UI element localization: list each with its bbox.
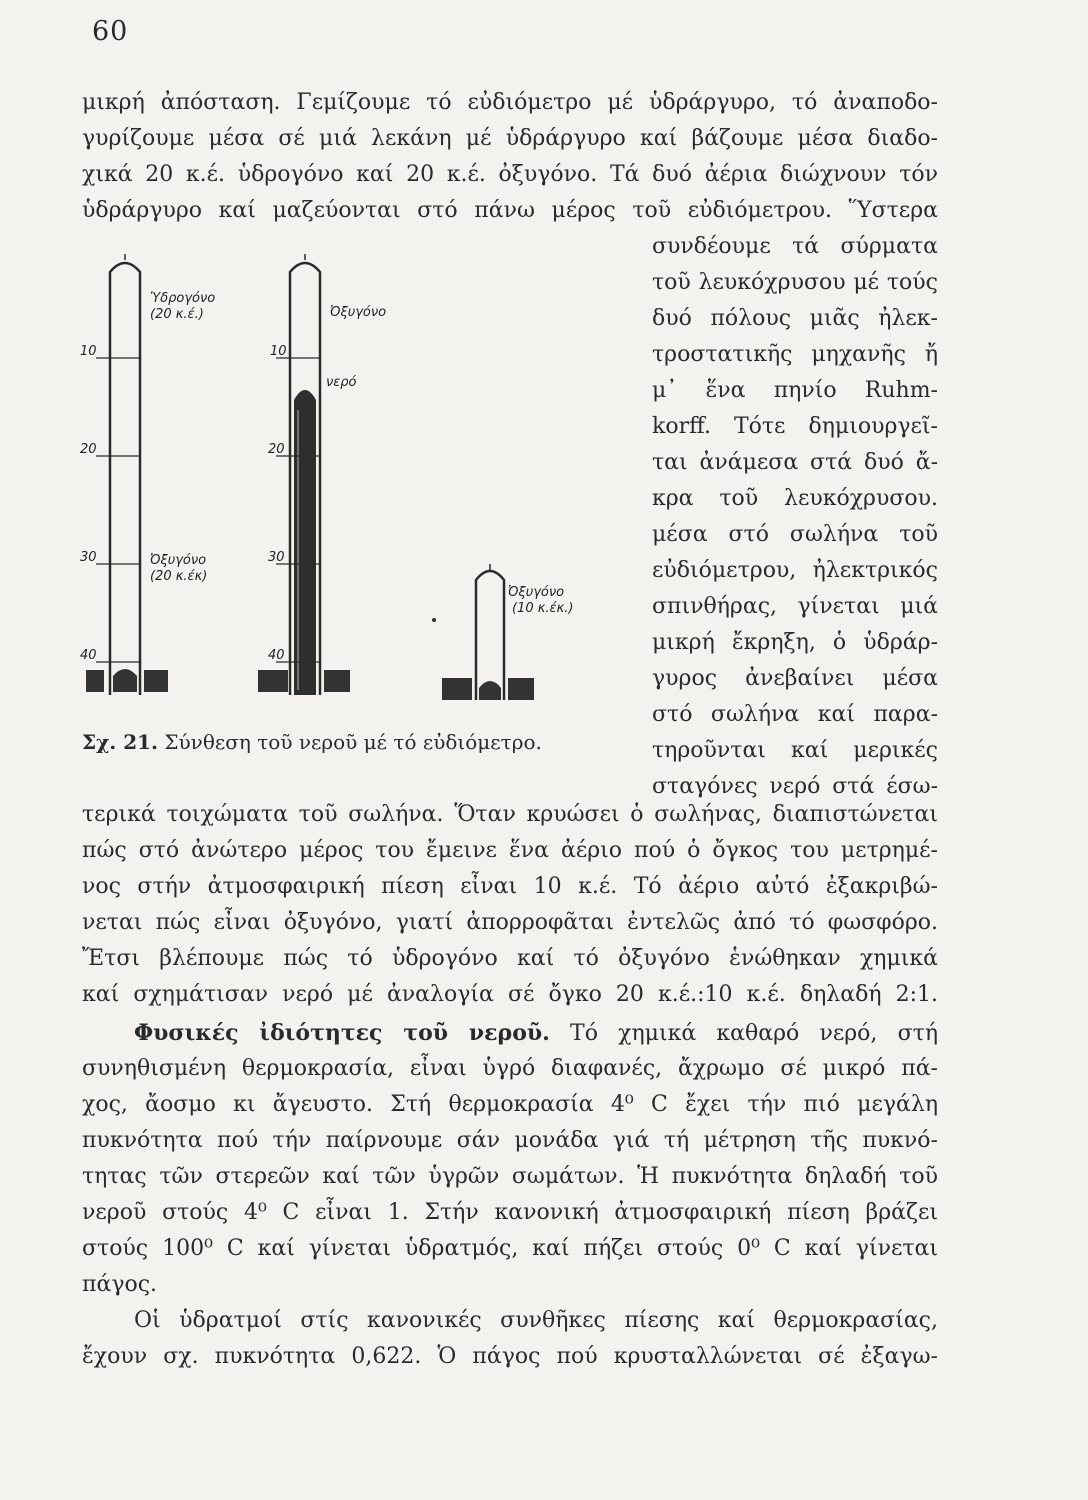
- text-line: ται ἀνάμεσα στά δυό ἄ-: [652, 450, 938, 475]
- text-line: στούς 100⁰ C καί γίνεται ὑδρατμός, καί πήζει στούς 0⁰ C καί γίνεται: [82, 1236, 938, 1261]
- text-line: ὑδράργυρο καί μαζεύονται στό πάνω μέρος τοῦ εὐδιόμετρου. Ὕστερα: [82, 198, 938, 223]
- eudiometer-tube-water: [258, 254, 386, 695]
- text-line: συνδέουμε τά σύρματα: [652, 234, 938, 259]
- text-line: Οἱ ὑδρατμοί στίς κανονικές συνθῆκες πίεσης καί θερμοκρασίας,: [134, 1308, 938, 1333]
- tick-label: 40: [268, 648, 285, 663]
- eudiometer-tube-hydrogen-oxygen: [80, 254, 215, 695]
- tick-label: 30: [80, 550, 97, 565]
- text-line: χος, ἄοσμο κι ἄγευστο. Στή θερμοκρασία 4⁰ C ἔχει τήν πιό μεγάλη: [82, 1092, 938, 1117]
- text-line: συνηθισμένη θερμοκρασία, εἶναι ὑγρό διαφανές, ἄχρωμο σέ μικρό πά-: [82, 1056, 938, 1081]
- text-line: νεται πώς εἶναι ὀξυγόνο, γιατί ἀπορροφᾶται ἐντελῶς ἀπό τό φωσφόρο.: [82, 910, 938, 935]
- text-line: στό σωλήνα καί παρα-: [652, 702, 938, 727]
- text-line: τηροῦνται καί μερικές: [652, 738, 938, 763]
- text-line: κρα τοῦ λευκόχρυσου.: [652, 486, 938, 511]
- text-line: Ἔτσι βλέπουμε πώς τό ὑδρογόνο καί τό ὀξυγόνο ἑνώθηκαν χημικά: [82, 946, 938, 971]
- text-line: σπινθήρας, γίνεται μιά: [652, 594, 938, 619]
- section-first-line: [134, 1018, 938, 1049]
- text-line: ἔχουν σχ. πυκνότητα 0,622. Ὁ πάγος πού κρυσταλλώνεται σέ ἐξαγω-: [82, 1344, 938, 1369]
- tick-label: 10: [270, 344, 287, 359]
- text-line: νεροῦ στούς 4⁰ C εἶναι 1. Στήν κανονική ἀτμοσφαιρική πίεση βράζει: [82, 1200, 938, 1225]
- text-line: korff. Τότε δημιουργεῖ-: [652, 414, 938, 439]
- text-line: μ᾽ ἕνα πηνίο Ruhm-: [652, 378, 938, 403]
- text-line: τητας τῶν στερεῶν καί τῶν ὑγρῶν σωμάτων. Ἡ πυκνότητα δηλαδή τοῦ: [82, 1164, 938, 1189]
- text-line: δυό πόλους μιᾶς ἠλεκ-: [652, 306, 938, 331]
- tick-label: 40: [80, 648, 97, 663]
- eudiometer-tube-oxygen: [432, 564, 573, 700]
- text-line: μικρή ἔκρηξη, ὁ ὑδράρ-: [652, 630, 938, 655]
- text-line: μικρή ἀπόσταση. Γεμίζουμε τό εὐδιόμετρο μέ ὑδράργυρο, τό ἀναποδο-: [82, 90, 938, 115]
- eudiometer-figure: [80, 250, 574, 710]
- tube2-mid-label: νερό: [326, 375, 357, 390]
- section-heading: Φυσικές ἰδιότητες τοῦ νεροῦ.: [134, 1020, 550, 1046]
- tube1-top-sublabel: (20 κ.έ.): [150, 307, 204, 322]
- page-number: 60: [92, 16, 129, 47]
- tick-label: 30: [268, 550, 285, 565]
- figure-caption-text: Σύνθεση τοῦ νεροῦ μέ τό εὐδιόμετρο.: [164, 730, 542, 754]
- tube1-bottom-label: Ὀξυγόνο: [150, 553, 207, 568]
- tube3-label: Ὀξυγόνο: [508, 585, 565, 600]
- text-line: τροστατικῆς μηχανῆς ἤ: [652, 342, 938, 367]
- text-line: πώς στό ἀνώτερο μέρος του ἔμεινε ἕνα ἀέριο πού ὁ ὄγκος του μετρημέ-: [82, 838, 938, 863]
- text-line: εὐδιόμετρου, ἠλεκτρικός: [652, 558, 938, 583]
- text-line: χικά 20 κ.έ. ὑδρογόνο καί 20 κ.έ. ὀξυγόνο. Τά δυό ἀέρια διώχνουν τόν: [82, 162, 938, 187]
- text-line: τερικά τοιχώματα τοῦ σωλήνα. Ὅταν κρυώσει ὁ σωλήνας, διαπιστώνεται: [82, 802, 938, 827]
- text-line: πυκνότητα πού τήν παίρνουμε σάν μονάδα γιά τή μέτρηση τῆς πυκνό-: [82, 1128, 938, 1153]
- tick-label: 20: [268, 442, 285, 457]
- tube2-top-label: Ὀξυγόνο: [330, 305, 387, 320]
- section-first-line-text: Τό χημικά καθαρό νερό, στή: [570, 1021, 938, 1046]
- text-line: μέσα στό σωλήνα τοῦ: [652, 522, 938, 547]
- text-line: τοῦ λευκόχρυσου μέ τούς: [652, 270, 938, 295]
- tick-label: 10: [80, 344, 97, 359]
- tube1-bottom-sublabel: (20 κ.έκ): [150, 569, 208, 584]
- text-line: γυρος ἀνεβαίνει μέσα: [652, 666, 938, 691]
- tube3-sublabel: (10 κ.έκ.): [512, 601, 574, 616]
- figure-number: Σχ. 21.: [82, 730, 159, 754]
- text-line: γυρίζουμε μέσα σέ μιά λεκάνη μέ ὑδράργυρο καί βάζουμε μέσα διαδο-: [82, 126, 938, 151]
- text-line: πάγος.: [82, 1272, 158, 1297]
- figure-caption: [82, 730, 542, 754]
- tube1-top-label: Ὑδρογόνο: [150, 291, 216, 306]
- text-line: σταγόνες νερό στά έσω-: [652, 774, 938, 799]
- tick-label: 20: [80, 442, 97, 457]
- text-line: καί σχημάτισαν νερό μέ ἀναλογία σέ ὄγκο 20 κ.έ.:10 κ.έ. δηλαδή 2:1.: [82, 982, 938, 1007]
- text-line: νος στήν ἀτμοσφαιρική πίεση εἶναι 10 κ.έ. Τό ἀέριο αὐτό ἐξακριβώ-: [82, 874, 938, 899]
